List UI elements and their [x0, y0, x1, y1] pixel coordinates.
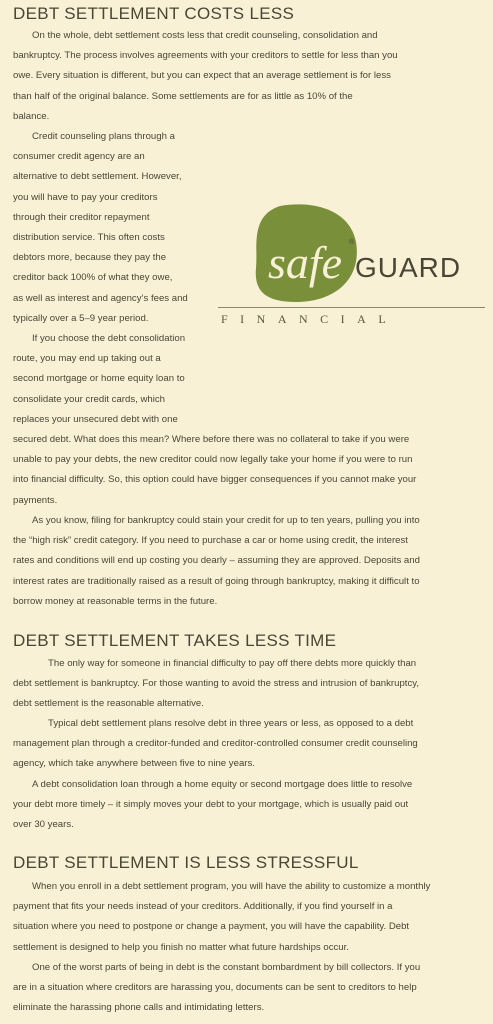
logo-tagline: FINANCIAL: [221, 312, 399, 326]
text-line: owe. Every situation is different, but you can expect that an average settlement is for less: [13, 70, 391, 82]
text-line: When you enroll in a debt settlement program, you will have the ability to customize a monthly: [32, 881, 431, 892]
logo-registered-mark: ®: [349, 239, 355, 246]
text-line: The only way for someone in financial difficulty to pay off there debts more quickly than: [48, 658, 417, 669]
text-line: On the whole, debt settlement costs less that credit counseling, consolidation and: [32, 30, 378, 41]
text-line: alternative to debt settlement. However,: [13, 171, 182, 183]
text-line: typically over a 5–9 year period.: [13, 312, 149, 324]
text-line: than half of the original balance. Some settlements are for as little as 10% of the: [13, 90, 353, 102]
text-line: as well as interest and agency’s fees and: [13, 292, 188, 304]
text-line: As you know, filing for bankruptcy could stain your credit for up to ten years, pulling you into: [32, 515, 420, 526]
paragraph-credit-counseling: [13, 127, 213, 329]
text-line: payment that fits your needs instead of your creditors. Additionally, if you find yourself in a: [13, 901, 393, 913]
text-line: settlement is designed to help you finish no matter what future hardships occur.: [13, 941, 349, 953]
text-line: through their creditor repayment: [13, 211, 150, 223]
text-line: debtors more, because they pay the: [13, 252, 167, 264]
paragraph-typical-plans: [13, 714, 475, 775]
text-line: eliminate the harassing phone calls and intimidating letters.: [13, 1002, 265, 1014]
section-heading-costs-less: DEBT SETTLEMENT COSTS LESS: [13, 4, 295, 23]
text-line: creditor back 100% of what they owe,: [13, 272, 173, 284]
text-line: the “high risk” credit category. If you need to purchase a car or home using credit, the interest: [13, 535, 408, 547]
section-heading-less-stressful: DEBT SETTLEMENT IS LESS STRESSFUL: [13, 853, 359, 872]
text-line: One of the worst parts of being in debt is the constant bombardment by bill collectors. If you: [32, 962, 421, 973]
text-line: balance.: [13, 110, 50, 122]
text-line: A debt consolidation loan through a home equity or second mortgage does little to resolve: [32, 779, 413, 790]
text-line: into financial difficulty. So, this option could have bigger consequences if you cannot make your: [13, 474, 417, 486]
text-line: Credit counseling plans through a: [32, 131, 175, 142]
paragraph-bankruptcy: [13, 511, 475, 612]
text-line: replaces your unsecured debt with one: [13, 413, 178, 425]
paragraph-bill-collectors: [13, 958, 475, 1019]
text-line: secured debt. What does this mean? Where before there was no collateral to take if you were: [13, 434, 410, 446]
paragraph-less-time-intro: [13, 654, 475, 715]
logo-divider: [218, 307, 485, 308]
text-line: situation where you need to postpone or change a payment, you will have the capability. Debt: [13, 921, 410, 933]
text-line: Typical debt settlement plans resolve debt in three years or less, as opposed to a debt: [48, 718, 414, 729]
logo-word-guard: GUARD: [355, 252, 462, 283]
logo-word-safe: safe: [268, 237, 343, 288]
text-line: your debt more timely – it simply moves your debt to your mortgage, which is usually paid out: [13, 799, 409, 811]
text-line: consumer credit agency are an: [13, 151, 145, 163]
text-line: unable to pay your debts, the new creditor could now legally take your home if you were to run: [13, 454, 413, 466]
text-line: debt settlement is bankruptcy. For those wanting to avoid the stress and intrusion of bankruptcy,: [13, 678, 419, 690]
text-line: distribution service. This often costs: [13, 232, 165, 244]
text-line: rates and conditions will end up costing you dearly – assuming they are approved. Deposits and: [13, 555, 420, 567]
safeguard-logo-mark: [218, 198, 488, 308]
text-line: If you choose the debt consolidation: [32, 333, 186, 344]
text-line: debt settlement is the reasonable alternative.: [13, 698, 204, 710]
paragraph-debt-consolidation: [13, 329, 475, 511]
text-line: are in a situation where creditors are harassing you, documents can be sent to creditors to help: [13, 982, 417, 994]
paragraph-costs-intro: [13, 26, 475, 127]
text-line: consolidate your credit cards, which: [13, 393, 165, 405]
text-line: interest rates are traditionally raised as a result of going through bankruptcy, making it difficult to: [13, 575, 420, 587]
text-line: management plan through a creditor-funded and creditor-controlled consumer credit counseling: [13, 738, 418, 750]
text-line: second mortgage or home equity loan to: [13, 373, 185, 385]
text-line: payments.: [13, 494, 58, 506]
paragraph-enroll-program: [13, 877, 475, 958]
text-line: route, you may end up taking out a: [13, 353, 161, 365]
paragraph-consolidation-loan: [13, 775, 475, 836]
text-line: bankruptcy. The process involves agreements with your creditors to settle for less than you: [13, 50, 398, 62]
text-line: you will have to pay your creditors: [13, 191, 158, 203]
text-line: over 30 years.: [13, 819, 74, 831]
text-line: agency, which take anywhere between five to nine years.: [13, 758, 255, 770]
text-line: borrow money at reasonable terms in the future.: [13, 595, 218, 607]
section-heading-less-time: DEBT SETTLEMENT TAKES LESS TIME: [13, 631, 337, 650]
